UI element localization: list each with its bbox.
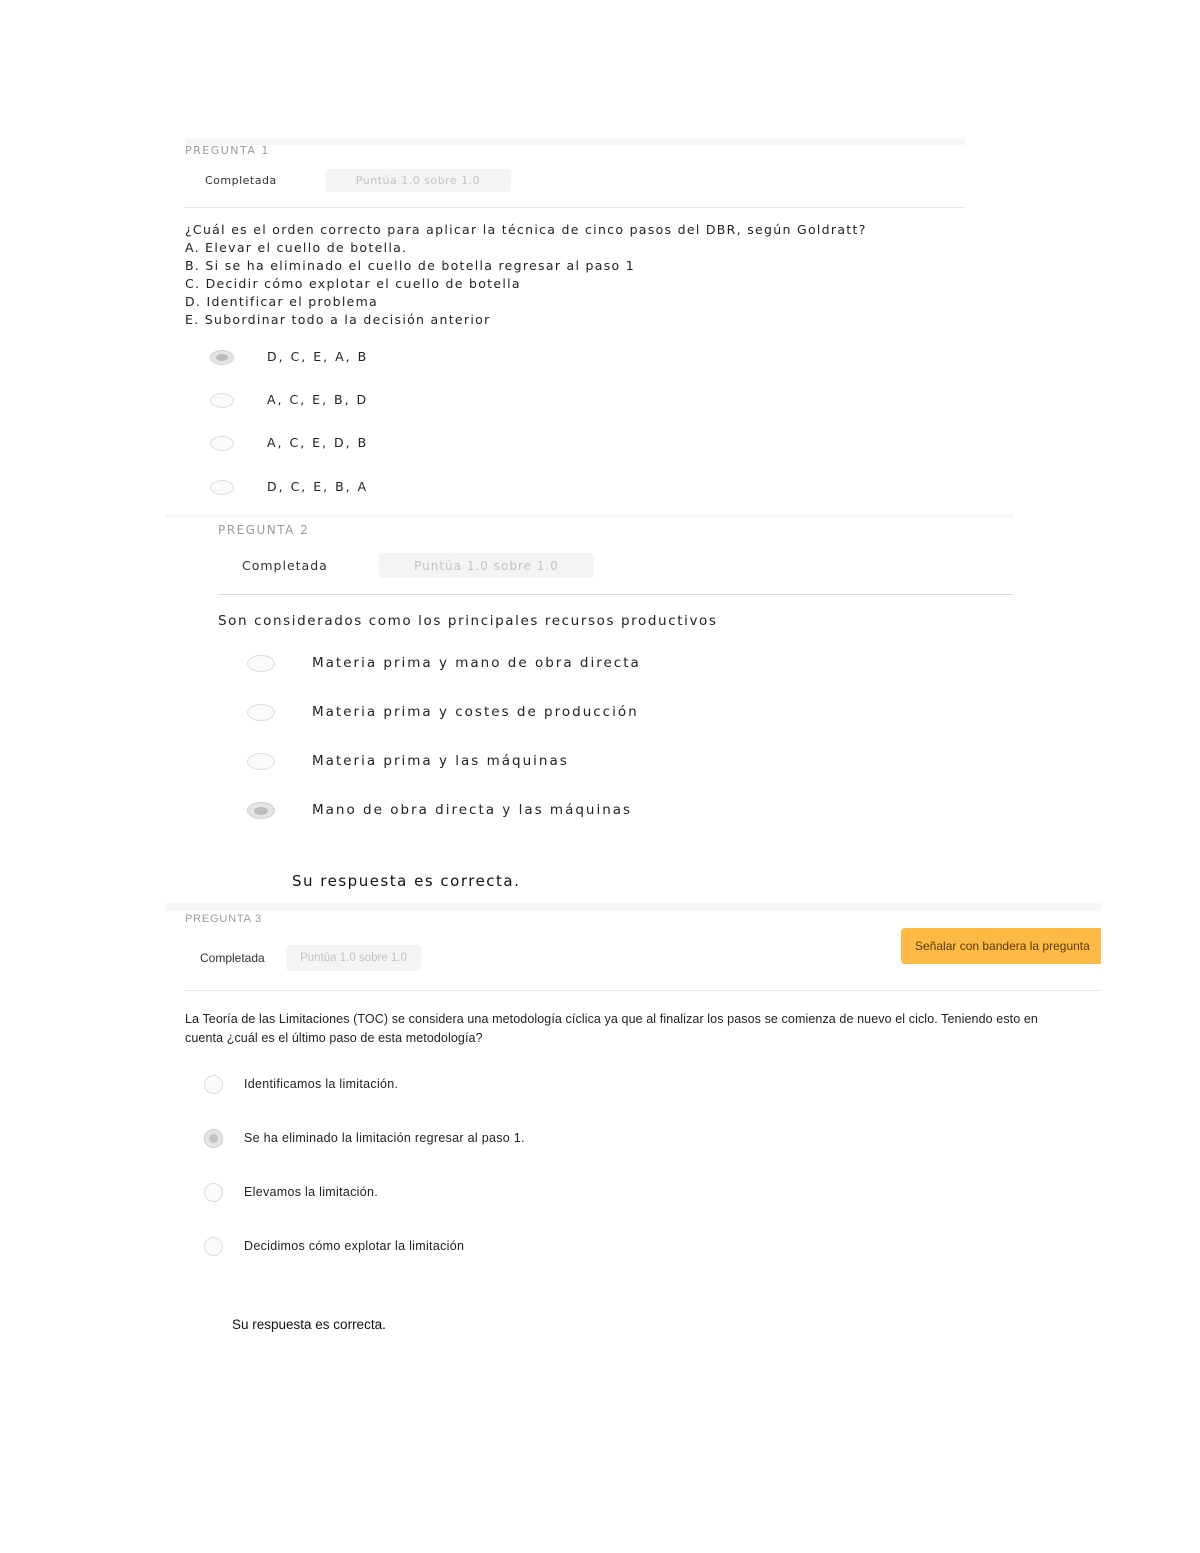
feedback-correct: Su respuesta es correcta. — [292, 872, 521, 890]
option-label: Decidimos cómo explotar la limitación — [244, 1239, 465, 1253]
option-label: Elevamos la limitación. — [244, 1185, 379, 1199]
feedback-correct: Su respuesta es correcta. — [232, 1317, 386, 1332]
radio-button-selected[interactable] — [247, 802, 275, 819]
score-badge: Puntúa 1.0 sobre 1.0 — [379, 553, 594, 578]
prompt-item-c: C. Decidir cómo explotar el cuello de botella — [185, 276, 521, 291]
flag-question-button[interactable]: Señalar con bandera la pregunta — [901, 928, 1101, 964]
option-label: D, C, E, B, A — [267, 479, 369, 494]
question-label: PREGUNTA 3 — [185, 913, 262, 925]
option-label: Materia prima y costes de producción — [312, 704, 639, 720]
section-band — [165, 903, 1101, 911]
radio-button[interactable] — [247, 704, 275, 721]
prompt-item-d: D. Identificar el problema — [185, 294, 379, 309]
question-prompt-line-2: cuenta ¿cuál es el último paso de esta metodología? — [185, 1031, 483, 1045]
question-prompt: Son considerados como los principales recursos productivos — [218, 613, 718, 629]
option-label: Materia prima y mano de obra directa — [312, 655, 641, 671]
radio-button[interactable] — [247, 655, 275, 672]
option-label: A, C, E, B, D — [267, 392, 369, 407]
divider — [185, 990, 1101, 991]
section-band — [185, 139, 965, 145]
option-label: Mano de obra directa y las máquinas — [312, 802, 633, 818]
radio-button[interactable] — [204, 1075, 223, 1094]
score-badge: Puntúa 1.0 sobre 1.0 — [286, 945, 421, 971]
radio-button[interactable] — [210, 436, 234, 451]
option-label: A, C, E, D, B — [267, 435, 369, 450]
radio-button-selected[interactable] — [204, 1129, 223, 1148]
section-band — [165, 514, 1013, 518]
radio-button[interactable] — [247, 753, 275, 770]
radio-button[interactable] — [204, 1237, 223, 1256]
divider — [185, 207, 965, 208]
option-label: Se ha eliminado la limitación regresar al paso 1. — [244, 1131, 525, 1145]
option-label: Materia prima y las máquinas — [312, 753, 569, 769]
option-label: D, C, E, A, B — [267, 349, 369, 364]
question-prompt: ¿Cuál es el orden correcto para aplicar la técnica de cinco pasos del DBR, según Goldratt? — [185, 222, 867, 237]
status-completed: Completada — [200, 951, 265, 965]
question-label: PREGUNTA 2 — [218, 523, 310, 537]
prompt-item-b: B. Si se ha eliminado el cuello de botella regresar al paso 1 — [185, 258, 636, 273]
status-completed: Completada — [242, 558, 328, 573]
status-completed: Completada — [205, 174, 277, 187]
prompt-item-e: E. Subordinar todo a la decisión anterior — [185, 312, 491, 327]
radio-button[interactable] — [210, 480, 234, 495]
radio-button[interactable] — [210, 393, 234, 408]
option-label: Identificamos la limitación. — [244, 1077, 399, 1091]
score-badge: Puntúa 1.0 sobre 1.0 — [325, 169, 511, 192]
question-label: PREGUNTA 1 — [185, 144, 270, 157]
prompt-item-a: A. Elevar el cuello de botella. — [185, 240, 408, 255]
divider — [218, 594, 1013, 595]
radio-button-selected[interactable] — [210, 350, 234, 365]
question-prompt: La Teoría de las Limitaciones (TOC) se considera una metodología cíclica ya que al finalizar los pasos se comienza de nuevo el ciclo. Teniendo esto en — [185, 1012, 1038, 1026]
radio-button[interactable] — [204, 1183, 223, 1202]
